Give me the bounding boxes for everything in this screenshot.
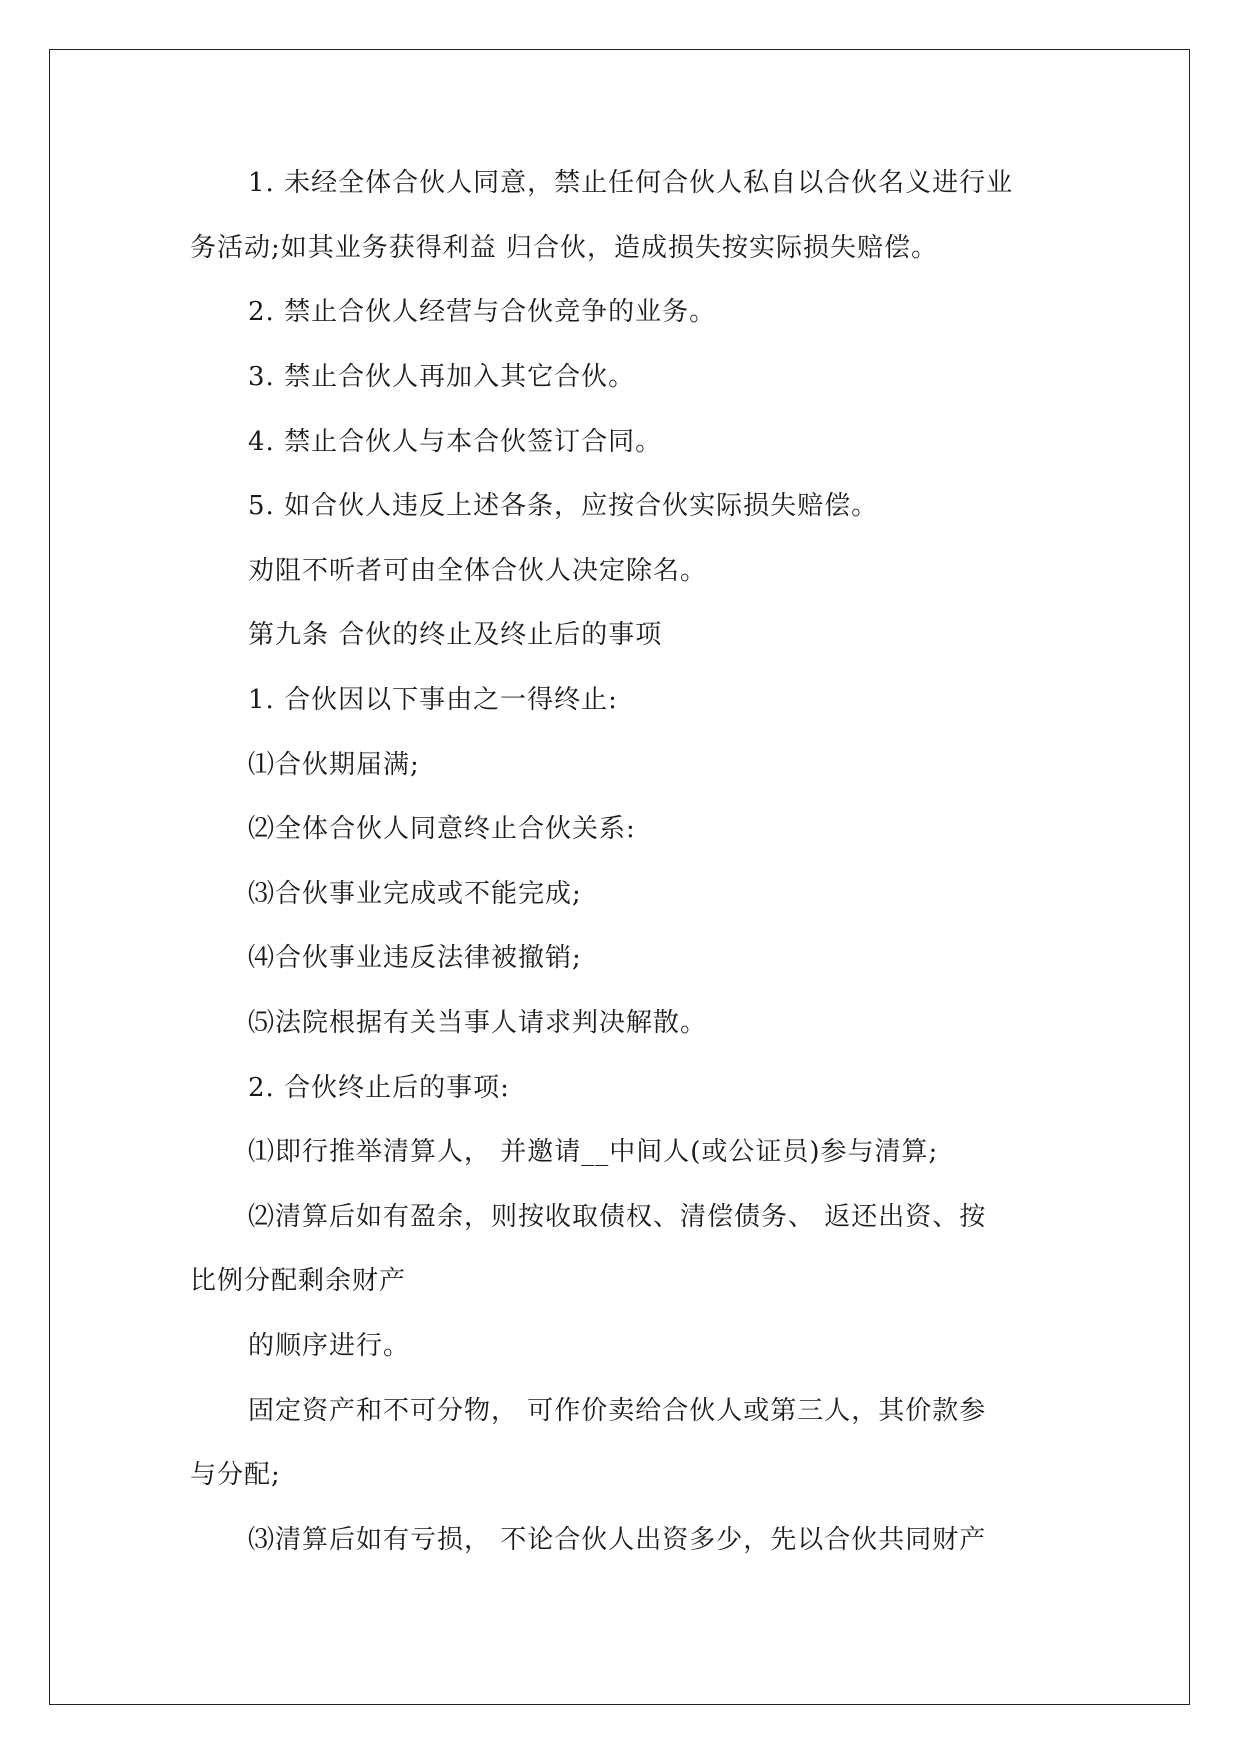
paragraph-termination-causes: 1. 合伙因以下事由之一得终止: [248,685,618,715]
paragraph-clause-4: 4. 禁止合伙人与本合伙签订合同。 [248,427,663,457]
paragraph-fixed-assets: 固定资产和不可分物， 可作价卖给合伙人或第三人，其价款参 [248,1396,987,1426]
paragraph-clause-3: 3. 禁止合伙人再加入其它合伙。 [248,362,636,392]
list-item-cause-3: ⑶合伙事业完成或不能完成; [248,879,582,909]
paragraph-post-termination: 2. 合伙终止后的事项: [248,1073,510,1103]
paragraph-expulsion: 劝阻不听者可由全体合伙人决定除名。 [248,556,708,586]
paragraph-fixed-assets-cont: 与分配; [190,1460,281,1490]
paragraph-clause-1-cont: 务活动;如其业务获得利益 归合伙，造成损失按实际损失赔偿。 [190,233,939,263]
list-item-matter-3: ⑶清算后如有亏损， 不论合伙人出资多少，先以合伙共同财产 [248,1525,987,1555]
list-item-cause-4: ⑷合伙事业违反法律被撤销; [248,943,582,973]
paragraph-order: 的顺序进行。 [248,1331,411,1361]
list-item-matter-1: ⑴即行推举清算人， 并邀请__中间人(或公证员)参与清算; [248,1137,939,1167]
list-item-cause-5: ⑸法院根据有关当事人请求判决解散。 [248,1008,708,1038]
section-heading-article-9: 第九条 合伙的终止及终止后的事项 [248,620,663,650]
paragraph-clause-5: 5. 如合伙人违反上述各条，应按合伙实际损失赔偿。 [248,491,879,521]
list-item-matter-2-cont: 比例分配剩余财产 [190,1266,407,1296]
paragraph-clause-2: 2. 禁止合伙人经营与合伙竞争的业务。 [248,297,717,327]
list-item-cause-1: ⑴合伙期届满; [248,750,420,780]
paragraph-clause-1: 1. 未经全体合伙人同意，禁止任何合伙人私自以合伙名义进行业 [248,168,1014,198]
list-item-cause-2: ⑵全体合伙人同意终止合伙关系: [248,814,636,844]
list-item-matter-2: ⑵清算后如有盈余，则按收取债权、清偿债务、 返还出资、按 [248,1202,987,1232]
